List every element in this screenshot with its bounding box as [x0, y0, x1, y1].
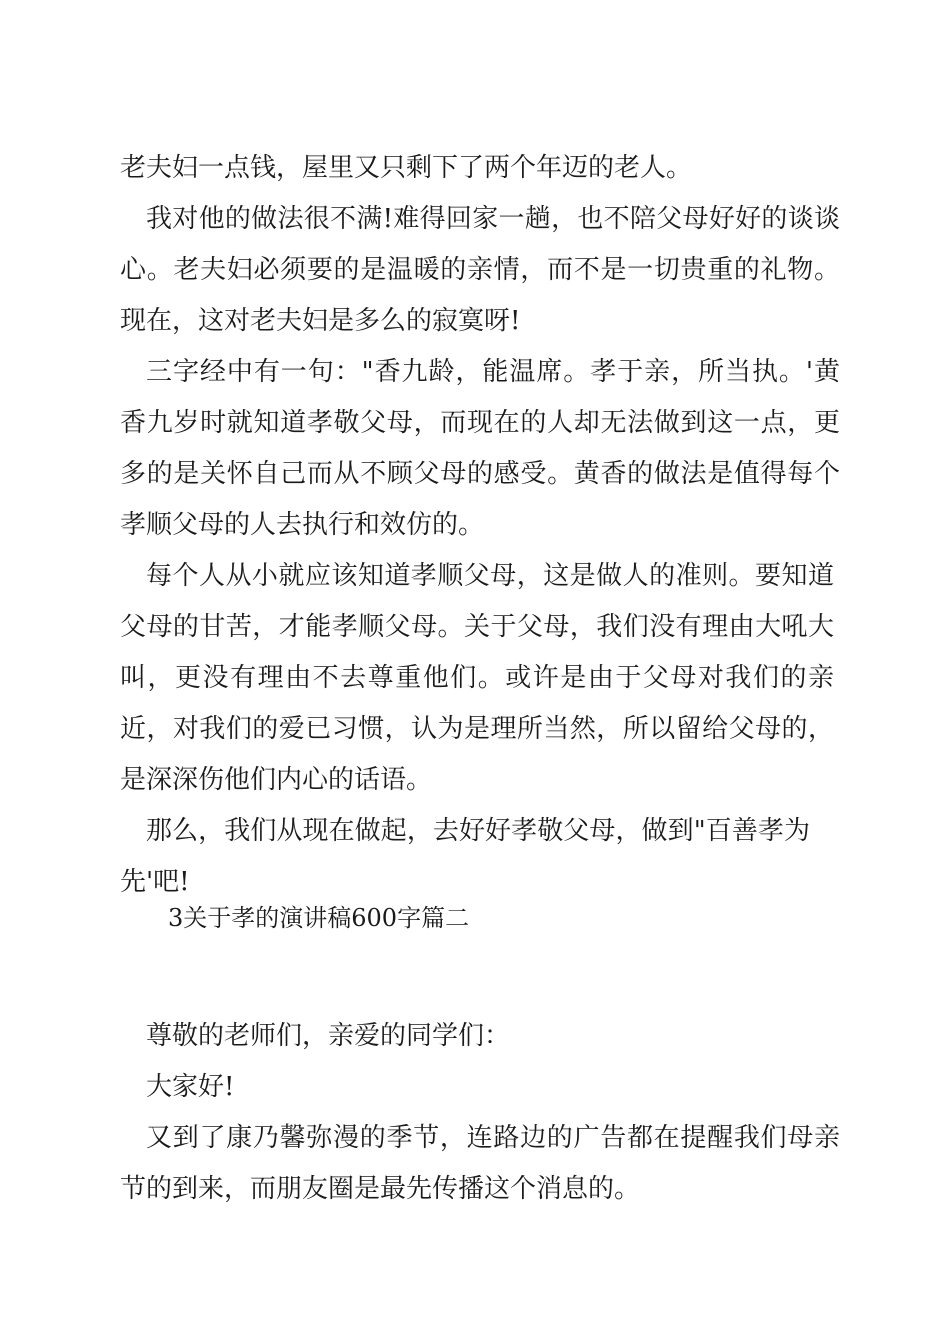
salutation: 尊敬的老师们，亲爱的同学们： — [146, 1021, 511, 1051]
paragraph-4: 每个人从小就应该知道孝顺父母，这是做人的准则。要知道父母的甘苦，才能孝顺父母。关于父母，我们没有理由大吼大叫，更没有理由不去尊重他们。或许是由于父母对我们的亲近，对我们的爱已习惯，认为是理所当然，所以留给父母的，是深深伤他们内心的话语。 — [120, 561, 834, 795]
paragraph-2: 我对他的做法很不满!难得回家一趟，也不陪父母好好的谈谈心。老夫妇必须要的是温暖的亲情，而不是一切贵重的礼物。现在，这对老夫妇是多么的寂寞呀! — [120, 204, 840, 336]
paragraph-5: 那么，我们从现在做起，去好好孝敬父母，做到"百善孝为先'吧! — [120, 816, 810, 897]
paragraph-6: 又到了康乃馨弥漫的季节，连路边的广告都在提醒我们母亲节的到来，而朋友圈是最先传播这个消息的。 — [120, 1123, 840, 1204]
paragraph-3: 三字经中有一句："香九龄，能温席。孝于亲，所当执。'黄香九岁时就知道孝敬父母，而现在的人却无法做到这一点，更多的是关怀自己而从不顾父母的感受。黄香的做法是值得每个孝顺父母的人去执行和效仿的。 — [120, 357, 840, 540]
section-heading: 3关于孝的演讲稿600字篇二 — [168, 904, 470, 932]
paragraph-1: 老夫妇一点钱，屋里又只剩下了两个年迈的老人。 — [120, 153, 693, 183]
greeting: 大家好! — [146, 1072, 235, 1102]
